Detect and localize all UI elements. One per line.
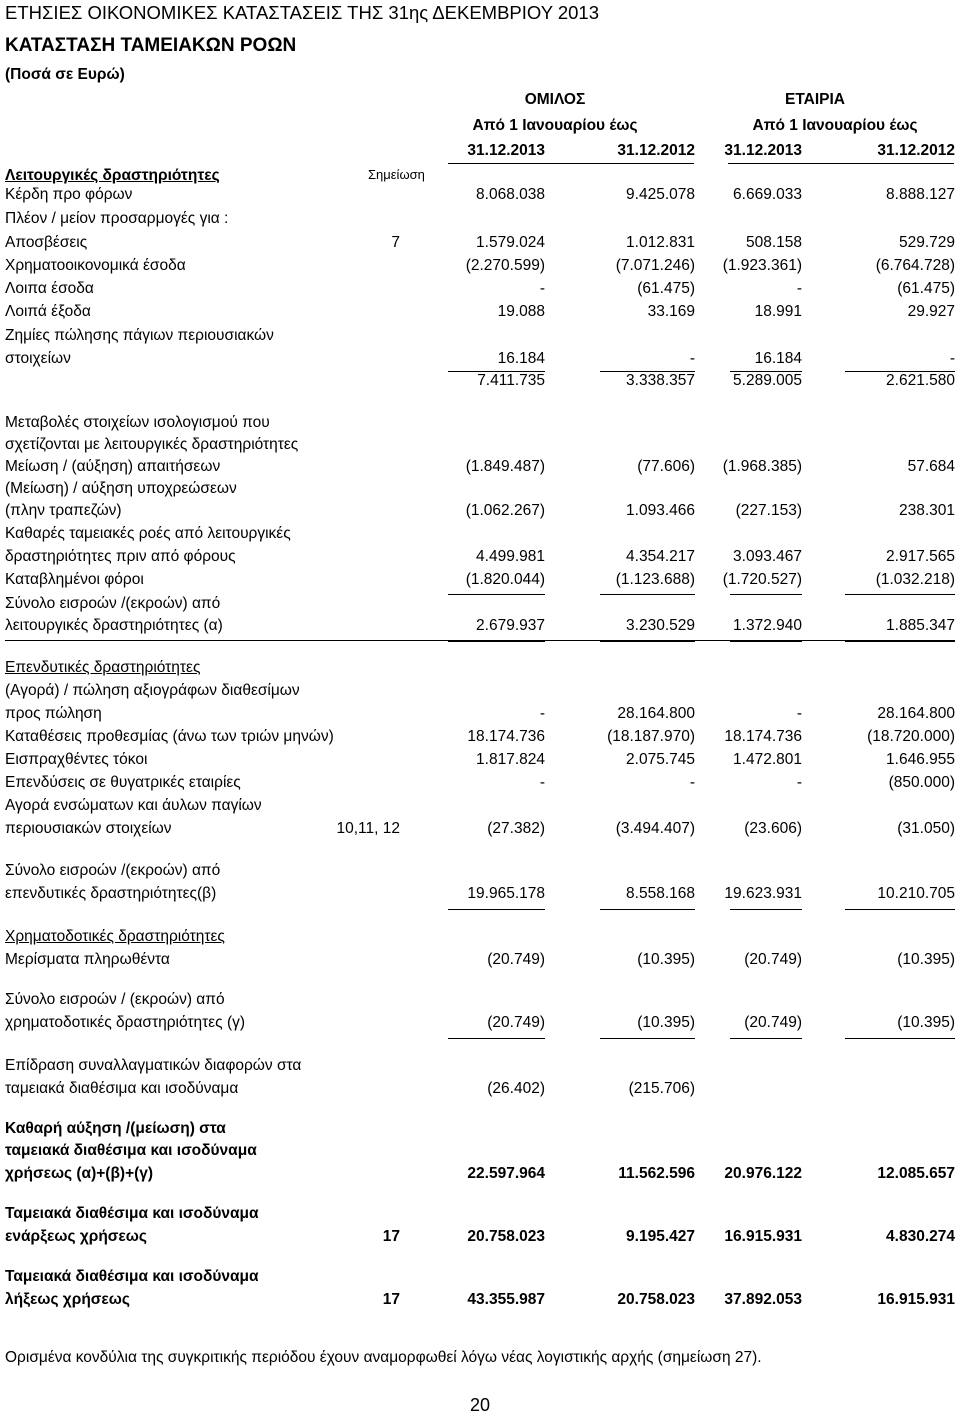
row-label: λήξεως χρήσεως xyxy=(5,1291,130,1308)
table-row xyxy=(0,1120,960,1142)
table-row xyxy=(0,951,960,973)
table-row xyxy=(0,350,960,372)
page-number: 20 xyxy=(469,1395,491,1415)
note-reference: 10,11, 12 xyxy=(336,820,400,837)
note-column-header: Σημείωση xyxy=(368,167,425,182)
value-cell: 7.411.735 xyxy=(477,372,545,389)
table-row xyxy=(0,548,960,570)
table-row xyxy=(0,1291,960,1313)
value-cell: - xyxy=(796,705,802,722)
value-cell: (7.071.246) xyxy=(615,257,695,274)
value-cell: (77.606) xyxy=(637,458,695,475)
table-row xyxy=(0,1057,960,1079)
value-cell: (850.000) xyxy=(888,774,955,791)
value-cell: 3.338.357 xyxy=(626,372,695,389)
table-row xyxy=(0,571,960,593)
value-cell: 3.093.467 xyxy=(733,548,802,565)
value-cell: (1.062.267) xyxy=(465,502,545,519)
value-cell: 1.885.347 xyxy=(886,617,955,634)
row-label: Αποσβέσεις xyxy=(5,234,88,251)
value-cell: 1.817.824 xyxy=(476,751,545,768)
value-cell: 19.965.178 xyxy=(467,885,545,902)
value-cell: 18.174.736 xyxy=(724,728,802,745)
row-label: λειτουργικές δραστηριότητες (α) xyxy=(5,617,223,634)
row-label: Σύνολο εισροών /(εκροών) από xyxy=(5,595,221,612)
group-period-label: Από 1 Ιανουαρίου έως xyxy=(472,117,638,134)
value-cell: (18.720.000) xyxy=(867,728,955,745)
value-cell: - xyxy=(689,774,695,791)
subtotal-rule xyxy=(448,909,545,910)
value-cell: (26.402) xyxy=(487,1080,545,1097)
subtotal-rule xyxy=(845,371,955,372)
row-label: επενδυτικές δραστηριότητες(β) xyxy=(5,885,217,902)
value-cell: (61.475) xyxy=(897,280,955,297)
value-cell: (1.968.385) xyxy=(722,458,802,475)
subtotal-rule xyxy=(730,909,802,910)
footnote: Ορισμένα κονδύλια της συγκριτικής περιόδου έχουν αναμορφωθεί λόγω νέας λογιστικής αρχής (σημείωση 27). xyxy=(5,1349,762,1366)
value-cell: 508.158 xyxy=(745,234,802,251)
value-cell: 4.354.217 xyxy=(626,548,695,565)
subtotal-rule xyxy=(448,1038,545,1039)
subtotal-rule xyxy=(600,909,695,910)
table-row xyxy=(0,525,960,547)
table-row xyxy=(0,502,960,524)
subtotal-rule xyxy=(448,371,545,372)
value-cell: (1.032.218) xyxy=(875,571,955,588)
section-heading: Επενδυτικές δραστηριότητες xyxy=(5,659,201,676)
table-row xyxy=(0,414,960,436)
table-row xyxy=(0,751,960,773)
row-label: Κέρδη προ φόρων xyxy=(5,186,133,203)
value-cell: (23.606) xyxy=(744,820,802,837)
value-cell: 16.184 xyxy=(754,350,802,367)
table-row xyxy=(0,372,960,394)
value-cell: 19.623.931 xyxy=(724,885,802,902)
table-row xyxy=(0,1142,960,1164)
value-cell: 20.758.023 xyxy=(467,1228,545,1245)
table-row xyxy=(0,458,960,480)
row-label: στοιχείων xyxy=(5,350,71,367)
value-cell: 33.169 xyxy=(647,303,695,320)
table-row xyxy=(0,210,960,232)
table-row xyxy=(0,928,960,950)
group-column-header: ΟΜΙΛΟΣ xyxy=(524,91,586,108)
subtotal-rule xyxy=(448,594,545,595)
value-cell: 4.830.274 xyxy=(886,1228,955,1245)
value-cell: 1.012.831 xyxy=(626,234,695,251)
value-cell: 1.579.024 xyxy=(476,234,545,251)
report-header: ΕΤΗΣΙΕΣ ΟΙΚΟΝΟΜΙΚΕΣ ΚΑΤΑΣΤΑΣΕΙΣ ΤΗΣ 31ης ΔΕΚΕΜΒΡΙΟΥ 2013 xyxy=(5,2,600,23)
value-cell: (61.475) xyxy=(637,280,695,297)
table-row xyxy=(0,1205,960,1227)
row-label: Αγορά ενσώματων και άυλων παγίων xyxy=(5,797,262,814)
row-label: Καθαρή αύξηση /(μείωση) στα xyxy=(5,1120,226,1137)
value-cell: - xyxy=(796,774,802,791)
row-label: χρήσεως (α)+(β)+(γ) xyxy=(5,1165,154,1182)
value-cell: 16.184 xyxy=(497,350,545,367)
value-cell: 6.669.033 xyxy=(733,186,802,203)
value-cell: 1.646.955 xyxy=(886,751,955,768)
table-row xyxy=(0,1014,960,1036)
table-row xyxy=(0,257,960,279)
value-cell: 16.915.931 xyxy=(724,1228,802,1245)
value-cell: (227.153) xyxy=(735,502,802,519)
value-cell: 22.597.964 xyxy=(467,1165,545,1182)
statement-title: ΚΑΤΑΣΤΑΣΗ ΤΑΜΕΙΑΚΩΝ ΡΟΩΝ xyxy=(5,35,297,56)
table-row xyxy=(0,1080,960,1102)
value-cell: (215.706) xyxy=(628,1080,695,1097)
value-cell: (3.494.407) xyxy=(615,820,695,837)
row-label: περιουσιακών στοιχείων xyxy=(5,820,172,837)
row-label: Καταθέσεις προθεσμίας (άνω των τριών μηνών) xyxy=(5,728,334,745)
row-label: χρηματοδοτικές δραστηριότητες (γ) xyxy=(5,1014,246,1031)
value-cell: (20.749) xyxy=(744,1014,802,1031)
table-row xyxy=(0,327,960,349)
value-cell: (20.749) xyxy=(487,951,545,968)
value-cell: 4.499.981 xyxy=(476,548,545,565)
value-cell: 2.917.565 xyxy=(886,548,955,565)
value-cell: 1.472.801 xyxy=(733,751,802,768)
row-label: (πλην τραπεζών) xyxy=(5,502,122,519)
table-row xyxy=(0,1165,960,1187)
value-cell: 19.088 xyxy=(497,303,545,320)
table-row xyxy=(0,705,960,727)
date-header-group-2013: 31.12.2013 xyxy=(467,142,545,159)
row-label: Ταμειακά διαθέσιμα και ισοδύναμα xyxy=(5,1268,259,1285)
table-row xyxy=(0,280,960,302)
value-cell: - xyxy=(949,350,955,367)
row-label: Εισπραχθέντες τόκοι xyxy=(5,751,148,768)
subtotal-rule xyxy=(600,1038,695,1039)
table-row xyxy=(0,659,960,681)
company-column-header: ΕΤΑΙΡΙΑ xyxy=(785,91,845,108)
table-row xyxy=(0,862,960,884)
subtotal-rule xyxy=(845,641,955,642)
value-cell: - xyxy=(689,350,695,367)
value-cell: - xyxy=(796,280,802,297)
value-cell: - xyxy=(539,705,545,722)
row-label: Λοιπά έξοδα xyxy=(5,303,91,320)
row-label: ταμειακά διαθέσιμα και ισοδύναμα xyxy=(5,1142,257,1159)
row-label: (Μείωση) / αύξηση υποχρεώσεων xyxy=(5,480,237,497)
date-header-group-2012: 31.12.2012 xyxy=(617,142,695,159)
value-cell: 20.758.023 xyxy=(617,1291,695,1308)
subtotal-rule xyxy=(845,594,955,595)
value-cell: (10.395) xyxy=(897,951,955,968)
subtotal-rule xyxy=(730,594,802,595)
subtotal-rule xyxy=(730,371,802,372)
operating-total-rule xyxy=(5,640,955,641)
value-cell: (20.749) xyxy=(487,1014,545,1031)
company-period-label: Από 1 Ιανουαρίου έως xyxy=(752,117,918,134)
table-row xyxy=(0,820,960,842)
value-cell: - xyxy=(539,774,545,791)
table-row xyxy=(0,991,960,1013)
value-cell: 5.289.005 xyxy=(733,372,802,389)
subtotal-rule xyxy=(845,1038,955,1039)
row-label: (Αγορά) / πώληση αξιογράφων διαθεσίμων xyxy=(5,682,300,699)
table-row xyxy=(0,480,960,502)
value-cell: 8.068.038 xyxy=(476,186,545,203)
table-row xyxy=(0,186,960,208)
value-cell: (10.395) xyxy=(897,1014,955,1031)
row-label: Χρηματοοικονομικά έσοδα xyxy=(5,257,186,274)
value-cell: (2.270.599) xyxy=(465,257,545,274)
value-cell: 18.991 xyxy=(754,303,802,320)
value-cell: 28.164.800 xyxy=(617,705,695,722)
row-label: Ταμειακά διαθέσιμα και ισοδύναμα xyxy=(5,1205,259,1222)
header-underline-company xyxy=(728,163,954,164)
row-label: ενάρξεως χρήσεως xyxy=(5,1228,147,1245)
row-label: προς πώληση xyxy=(5,705,102,722)
section-heading: Χρηματοδοτικές δραστηριότητες xyxy=(5,928,225,945)
subtotal-rule xyxy=(448,641,545,642)
value-cell: 1.372.940 xyxy=(733,617,802,634)
value-cell: (20.749) xyxy=(744,951,802,968)
value-cell: 8.558.168 xyxy=(626,885,695,902)
value-cell: 1.093.466 xyxy=(626,502,695,519)
value-cell: 2.621.580 xyxy=(886,372,955,389)
row-label: Επενδύσεις σε θυγατρικές εταιρίες xyxy=(5,774,241,791)
value-cell: 238.301 xyxy=(898,502,955,519)
value-cell: (27.382) xyxy=(487,820,545,837)
value-cell: (6.764.728) xyxy=(875,257,955,274)
header-underline-group xyxy=(448,163,694,164)
table-row xyxy=(0,774,960,796)
value-cell: 11.562.596 xyxy=(618,1165,695,1182)
row-label: σχετίζονται με λειτουργικές δραστηριότητες xyxy=(5,436,299,453)
value-cell: (1.123.688) xyxy=(615,571,695,588)
note-reference: 17 xyxy=(382,1228,400,1245)
table-row xyxy=(0,234,960,256)
value-cell: (10.395) xyxy=(637,1014,695,1031)
currency-note: (Ποσά σε Ευρώ) xyxy=(5,66,125,83)
value-cell: - xyxy=(539,280,545,297)
subtotal-rule xyxy=(845,909,955,910)
value-cell: 16.915.931 xyxy=(877,1291,955,1308)
section-heading: Λειτουργικές δραστηριότητες xyxy=(5,167,220,184)
row-label: Καθαρές ταμειακές ροές από λειτουργικές xyxy=(5,525,291,542)
row-label: Μείωση / (αύξηση) απαιτήσεων xyxy=(5,458,221,475)
subtotal-rule xyxy=(600,594,695,595)
value-cell: 9.195.427 xyxy=(626,1228,695,1245)
value-cell: 8.888.127 xyxy=(886,186,955,203)
value-cell: 3.230.529 xyxy=(626,617,695,634)
value-cell: (1.820.044) xyxy=(465,571,545,588)
row-label: Μεταβολές στοιχείων ισολογισμού που xyxy=(5,414,270,431)
row-label: Μερίσματα πληρωθέντα xyxy=(5,951,170,968)
value-cell: 2.075.745 xyxy=(626,751,695,768)
table-row xyxy=(0,303,960,325)
row-label: ταμειακά διαθέσιμα και ισοδύναμα xyxy=(5,1080,239,1097)
row-label: Πλέον / μείον προσαρμογές για : xyxy=(5,210,229,227)
value-cell: (1.923.361) xyxy=(722,257,802,274)
row-label: Επίδραση συναλλαγματικών διαφορών στα xyxy=(5,1057,302,1074)
value-cell: 2.679.937 xyxy=(476,617,545,634)
table-row xyxy=(0,617,960,639)
table-row xyxy=(0,682,960,704)
value-cell: (10.395) xyxy=(637,951,695,968)
row-label: Καταβλημένοι φόροι xyxy=(5,571,144,588)
value-cell: 57.684 xyxy=(907,458,955,475)
value-cell: (18.187.970) xyxy=(607,728,695,745)
row-label: Λοιπα έσοδα xyxy=(5,280,94,297)
table-row xyxy=(0,595,960,617)
value-cell: 28.164.800 xyxy=(877,705,955,722)
note-reference: 17 xyxy=(382,1291,400,1308)
value-cell: (1.849.487) xyxy=(465,458,545,475)
row-label: Σύνολο εισροών / (εκροών) από xyxy=(5,991,225,1008)
date-header-company-2012: 31.12.2012 xyxy=(877,142,955,159)
table-row xyxy=(0,728,960,750)
value-cell: 12.085.657 xyxy=(877,1165,955,1182)
subtotal-rule xyxy=(730,1038,802,1039)
value-cell: (31.050) xyxy=(897,820,955,837)
row-label: Σύνολο εισροών /(εκροών) από xyxy=(5,862,221,879)
note-reference: 7 xyxy=(391,234,400,251)
value-cell: 529.729 xyxy=(898,234,955,251)
value-cell: 18.174.736 xyxy=(467,728,545,745)
table-row xyxy=(0,797,960,819)
value-cell: 9.425.078 xyxy=(626,186,695,203)
table-row xyxy=(0,1268,960,1290)
date-header-company-2013: 31.12.2013 xyxy=(724,142,802,159)
table-row xyxy=(0,436,960,458)
value-cell: 43.355.987 xyxy=(467,1291,545,1308)
value-cell: 20.976.122 xyxy=(724,1165,802,1182)
table-row xyxy=(0,885,960,907)
row-label: Ζημίες πώλησης πάγιων περιουσιακών xyxy=(5,327,274,344)
value-cell: 29.927 xyxy=(907,303,955,320)
row-label: δραστηριότητες πριν από φόρους xyxy=(5,548,236,565)
value-cell: 10.210.705 xyxy=(877,885,955,902)
subtotal-rule xyxy=(600,641,695,642)
value-cell: 37.892.053 xyxy=(724,1291,802,1308)
value-cell: (1.720.527) xyxy=(722,571,802,588)
subtotal-rule xyxy=(730,641,802,642)
table-row xyxy=(0,1228,960,1250)
subtotal-rule xyxy=(600,371,695,372)
